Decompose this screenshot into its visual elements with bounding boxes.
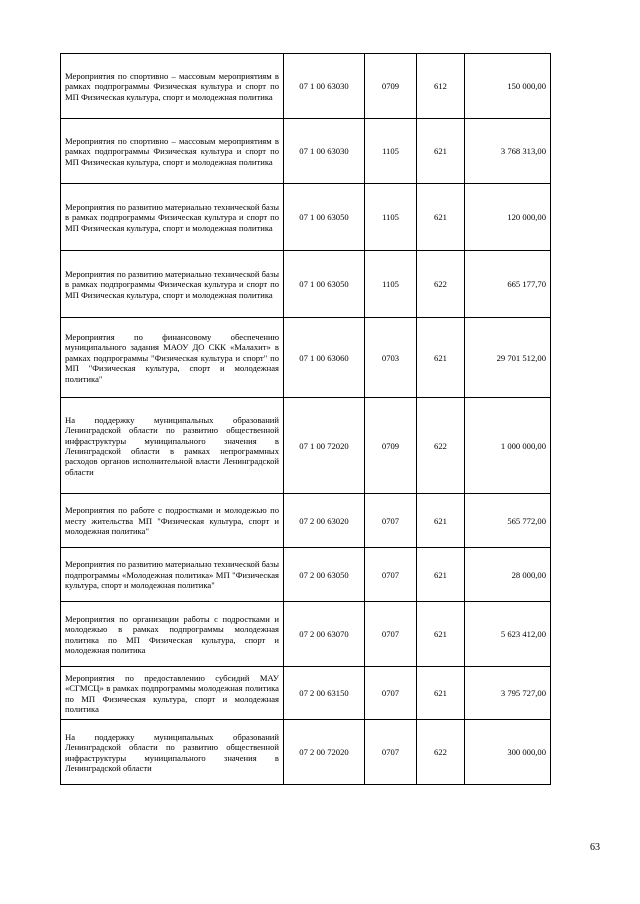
row-code-cell: 07 2 00 63070 — [284, 602, 365, 667]
row-name-cell: Мероприятия по развитию материально технической базы в рамках подпрограммы Физическая культура и спорт по МП Физическая культура, спорт и молодежная политика — [61, 251, 284, 318]
page-number: 63 — [590, 842, 600, 853]
row-name-cell: Мероприятия по спортивно – массовым мероприятиям в рамках подпрограммы Физическая культура и спорт по МП Физическая культура, спорт и молодежная политика — [61, 54, 284, 119]
row-name-cell: Мероприятия по предоставлению субсидий МАУ «СГМСЦ» в рамках подпрограммы молодежная политика по МП Физическая культура, спорт и молодежная политика — [61, 667, 284, 720]
row-amount-cell: 3 768 313,00 — [465, 119, 551, 184]
row-name-cell: Мероприятия по работе с подростками и молодежью по месту жительства МП "Физическая культура, спорт и молодежная политика" — [61, 494, 284, 548]
row-code-cell: 07 1 00 63060 — [284, 318, 365, 398]
row-expense-type-cell: 621 — [417, 119, 465, 184]
row-amount-cell: 29 701 512,00 — [465, 318, 551, 398]
row-expense-type-cell: 612 — [417, 54, 465, 119]
table-row — [61, 251, 551, 318]
row-section-cell: 0707 — [365, 548, 417, 602]
table-row — [61, 667, 551, 720]
row-expense-type-cell: 621 — [417, 494, 465, 548]
table-row — [61, 119, 551, 184]
row-section-cell: 0709 — [365, 398, 417, 494]
table-row — [61, 54, 551, 119]
row-name-cell: На поддержку муниципальных образований Ленинградской области по развитию общественной инфраструктуры муниципального значения в Ленинградской области — [61, 720, 284, 785]
row-section-cell: 1105 — [365, 119, 417, 184]
row-amount-cell: 1 000 000,00 — [465, 398, 551, 494]
row-name-cell: Мероприятия по организации работы с подростками и молодежью в рамках подпрограммы молодежная политика по МП Физическая культура, спорт и молодежная политика — [61, 602, 284, 667]
row-amount-cell: 28 000,00 — [465, 548, 551, 602]
budget-table — [60, 53, 551, 785]
budget-table-body — [61, 54, 551, 785]
row-code-cell: 07 1 00 63030 — [284, 119, 365, 184]
row-code-cell: 07 2 00 72020 — [284, 720, 365, 785]
row-code-cell: 07 2 00 63020 — [284, 494, 365, 548]
row-code-cell: 07 1 00 72020 — [284, 398, 365, 494]
row-code-cell: 07 2 00 63150 — [284, 667, 365, 720]
row-amount-cell: 150 000,00 — [465, 54, 551, 119]
row-amount-cell: 120 000,00 — [465, 184, 551, 251]
row-expense-type-cell: 622 — [417, 398, 465, 494]
row-amount-cell: 565 772,00 — [465, 494, 551, 548]
row-amount-cell: 665 177,70 — [465, 251, 551, 318]
row-section-cell: 1105 — [365, 251, 417, 318]
row-section-cell: 0709 — [365, 54, 417, 119]
row-section-cell: 0707 — [365, 602, 417, 667]
table-row — [61, 602, 551, 667]
row-name-cell: Мероприятия по развитию материально технической базы в рамках подпрограммы Физическая культура и спорт по МП Физическая культура, спорт и молодежная политика — [61, 184, 284, 251]
row-section-cell: 0707 — [365, 720, 417, 785]
row-code-cell: 07 1 00 63030 — [284, 54, 365, 119]
row-expense-type-cell: 621 — [417, 667, 465, 720]
row-expense-type-cell: 621 — [417, 184, 465, 251]
row-expense-type-cell: 621 — [417, 602, 465, 667]
row-code-cell: 07 2 00 63050 — [284, 548, 365, 602]
row-expense-type-cell: 622 — [417, 720, 465, 785]
row-expense-type-cell: 622 — [417, 251, 465, 318]
table-row — [61, 318, 551, 398]
row-code-cell: 07 1 00 63050 — [284, 184, 365, 251]
row-name-cell: На поддержку муниципальных образований Ленинградской области по развитию общественной инфраструктуры муниципального значения в Ленинградской области в рамках непрограммных расходов органов исполнительной власти Ленинградской области — [61, 398, 284, 494]
row-section-cell: 0707 — [365, 667, 417, 720]
row-amount-cell: 3 795 727,00 — [465, 667, 551, 720]
table-row — [61, 548, 551, 602]
row-expense-type-cell: 621 — [417, 548, 465, 602]
table-row — [61, 398, 551, 494]
row-name-cell: Мероприятия по спортивно – массовым мероприятиям в рамках подпрограммы Физическая культура и спорт по МП Физическая культура, спорт и молодежная политика — [61, 119, 284, 184]
table-row — [61, 720, 551, 785]
row-section-cell: 0703 — [365, 318, 417, 398]
row-amount-cell: 300 000,00 — [465, 720, 551, 785]
table-row — [61, 184, 551, 251]
row-code-cell: 07 1 00 63050 — [284, 251, 365, 318]
table-row — [61, 494, 551, 548]
row-expense-type-cell: 621 — [417, 318, 465, 398]
row-name-cell: Мероприятия по развитию материально технической базы подпрограммы «Молодежная политика» МП "Физическая культура, спорт и молодежная политика" — [61, 548, 284, 602]
row-section-cell: 0707 — [365, 494, 417, 548]
row-name-cell: Мероприятия по финансовому обеспечению муниципального задания МАОУ ДО СКК «Малахит» в рамках подпрограммы "Физическая культура и спорт" по МП "Физическая культура, спорт и молодежная политика" — [61, 318, 284, 398]
row-amount-cell: 5 623 412,00 — [465, 602, 551, 667]
row-section-cell: 1105 — [365, 184, 417, 251]
